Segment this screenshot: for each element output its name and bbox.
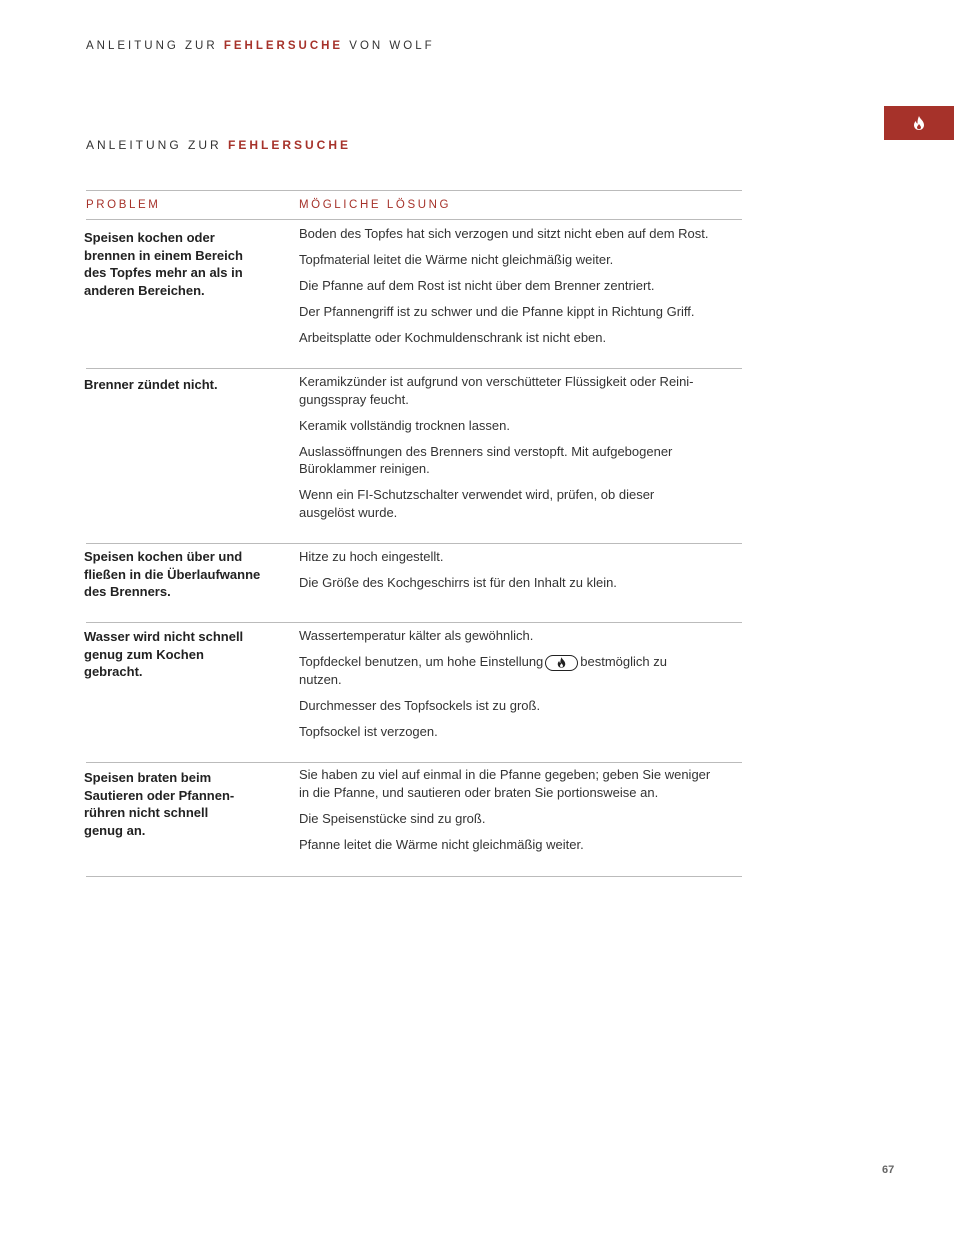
header-problem: PROBLEM	[86, 199, 161, 211]
running-head-pre: ANLEITUNG ZUR	[86, 40, 224, 52]
solution-cell	[299, 373, 744, 530]
solution-line: nutzen.	[299, 671, 342, 687]
section-title-highlight: FEHLERSUCHE	[228, 138, 352, 152]
solution-item	[299, 486, 744, 521]
problem-line: Brenner zündet nicht.	[84, 377, 218, 392]
problem-cell	[84, 628, 284, 681]
solution-line: Auslassöffnungen des Brenners sind verstopft. Mit aufgebogener	[299, 443, 673, 459]
solution-item: Wassertemperatur kälter als gewöhnlich.	[299, 628, 534, 643]
problem-line: fließen in die Überlaufwanne	[84, 566, 261, 582]
running-head-post: VON WOLF	[343, 40, 435, 52]
table-row	[86, 544, 742, 623]
running-head-highlight: FEHLERSUCHE	[223, 40, 344, 52]
problem-line: gebracht.	[84, 664, 143, 679]
solution-item: Pfanne leitet die Wärme nicht gleichmäßig weiter.	[299, 836, 584, 852]
solution-line: bestmöglich zu	[580, 654, 667, 669]
flame-icon	[913, 116, 925, 130]
solution-line: Keramikzünder ist aufgrund von verschütteter Flüssigkeit oder Reini-	[299, 374, 694, 389]
solution-cell	[299, 225, 744, 355]
page-number: 67	[882, 1164, 895, 1176]
solution-item: Topfmaterial leitet die Wärme nicht gleichmäßig weiter.	[299, 252, 614, 267]
problem-line: genug zum Kochen	[84, 646, 204, 662]
solution-cell	[299, 548, 744, 600]
solution-item: Topfsockel ist verzogen.	[299, 723, 438, 739]
problem-line: des Brenners.	[84, 584, 171, 599]
solution-line: in die Pfanne, und sautieren oder braten Sie portionsweise an.	[299, 784, 659, 800]
solution-cell	[299, 627, 744, 749]
solution-item: Boden des Topfes hat sich verzogen und sitzt nicht eben auf dem Rost.	[299, 226, 709, 241]
problem-line: Speisen kochen über und	[84, 549, 243, 564]
solution-item: Die Speisenstücke sind zu groß.	[299, 810, 486, 826]
problem-line: anderen Bereichen.	[84, 282, 205, 298]
solution-line: Wenn ein FI-Schutzschalter verwendet wird, prüfen, ob dieser	[299, 487, 655, 502]
solution-item	[299, 653, 744, 688]
solution-item	[299, 443, 744, 478]
problem-cell	[84, 548, 284, 601]
solution-item: Hitze zu hoch eingestellt.	[299, 549, 444, 564]
solution-item: Der Pfannengriff ist zu schwer und die Pfanne kippt in Richtung Griff.	[299, 304, 695, 319]
solution-line: Topfdeckel benutzen, um hohe Einstellung	[299, 654, 544, 669]
solution-line: Sie haben zu viel auf einmal in die Pfanne gegeben; geben Sie weniger	[299, 767, 711, 782]
solution-item: Arbeitsplatte oder Kochmuldenschrank ist nicht eben.	[299, 330, 607, 345]
solution-item: Durchmesser des Topfsockels ist zu groß.	[299, 697, 541, 713]
solution-line: Büroklammer reinigen.	[299, 461, 430, 476]
solution-item: Die Pfanne auf dem Rost ist nicht über dem Brenner zentriert.	[299, 278, 655, 293]
solution-cell	[299, 766, 744, 862]
table-row	[86, 220, 742, 369]
problem-line: genug an.	[84, 822, 146, 838]
solution-line: gungsspray feucht.	[299, 391, 409, 407]
section-title	[86, 138, 351, 152]
table-row	[86, 623, 742, 763]
section-title-pre: ANLEITUNG ZUR	[86, 138, 229, 152]
problem-line: Speisen braten beim	[84, 770, 212, 785]
solution-item: Keramik vollständig trocknen lassen.	[299, 417, 510, 433]
problem-cell	[84, 376, 284, 394]
solution-item	[299, 766, 744, 801]
table-header	[86, 190, 742, 220]
problem-line: Sautieren oder Pfannen-	[84, 787, 235, 803]
problem-cell	[84, 769, 284, 839]
running-head	[86, 40, 435, 52]
solution-item	[299, 373, 744, 408]
section-tab	[884, 106, 954, 140]
problem-line: Speisen kochen oder	[84, 230, 215, 245]
solution-item: Die Größe des Kochgeschirrs ist für den Inhalt zu klein.	[299, 575, 617, 590]
table-row	[86, 369, 742, 544]
inline-flame-badge	[545, 655, 578, 671]
problem-line: rühren nicht schnell	[84, 805, 209, 820]
header-solution: MÖGLICHE LÖSUNG	[299, 199, 452, 211]
table-row	[86, 763, 742, 877]
flame-icon	[557, 657, 566, 668]
problem-line: des Topfes mehr an als in	[84, 265, 243, 280]
problem-line: Wasser wird nicht schnell	[84, 629, 244, 644]
problem-line: brennen in einem Bereich	[84, 247, 243, 263]
solution-line: ausgelöst wurde.	[299, 504, 398, 520]
troubleshooting-table	[86, 190, 742, 877]
problem-cell	[84, 229, 284, 299]
